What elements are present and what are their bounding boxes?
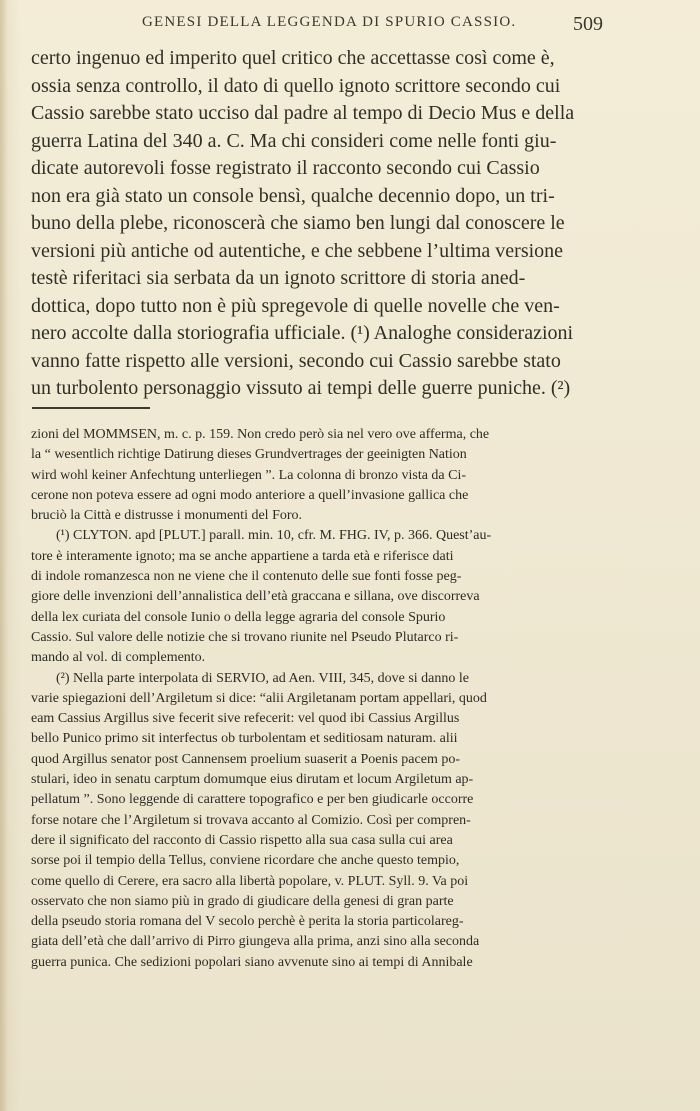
footnotes <box>31 425 606 973</box>
footnote-line: giore delle invenzioni dell’annalistica dell’età graccana e sillana, ove discorreva <box>31 589 480 605</box>
footnote-line: della lex curiata del console Iunio o della legge agraria del console Spurio <box>31 609 446 625</box>
main-text-line: guerra Latina del 340 a. C. Ma chi consideri come nelle fonti giu- <box>31 129 557 152</box>
main-text-line: Cassio sarebbe stato ucciso dal padre al tempo di Decio Mus e della <box>31 102 575 124</box>
page-number: 509 <box>573 13 603 35</box>
page-edge-shadow <box>0 0 8 1111</box>
footnote-line: (¹) CLYTON. apd [PLUT.] parall. min. 10, cfr. M. FHG. IV, p. 366. Quest’au- <box>56 528 492 544</box>
footnote-line: giata dell’età che dall’arrivo di Pirro giungeva alla prima, anzi sino alla seconda <box>31 934 480 950</box>
footnote-line: stulari, ideo in senatu carptum domumque eius dirutam et locum Argiletum ap- <box>31 772 474 788</box>
main-text-line: testè riferitaci sia serbata da un ignoto scrittore di storia aned- <box>31 267 526 289</box>
main-text-line: dicate autorevoli fosse registrato il racconto secondo cui Cassio <box>31 157 540 179</box>
main-text-line: nero accolte dalla storiografia ufficiale. (¹) Analoghe considerazioni <box>31 322 574 344</box>
main-text-line: dottica, dopo tutto non è più spregevole di quelle novelle che ven- <box>31 294 560 317</box>
main-text-line: certo ingenuo ed imperito quel critico che accettasse così come è, <box>31 47 555 69</box>
footnote-line: quod Argillus senator post Cannensem proelium suaserit a Poenis pacem po- <box>31 751 461 767</box>
footnote-line: bruciò la Città e distrusse i monumenti del Foro. <box>31 508 303 524</box>
footnote-line: di indole romanzesca non ne viene che il contenuto delle sue fonti fosse peg- <box>31 569 462 585</box>
main-text-line: buno della plebe, riconoscerà che siamo ben lungi dal conoscere le <box>31 212 565 234</box>
main-text-line: vanno fatte rispetto alle versioni, secondo cui Cassio sarebbe stato <box>31 349 561 372</box>
footnote-line: wird wohl keiner Anfechtung unterliegen ”. La colonna di bronzo vista da Ci- <box>31 467 467 483</box>
footnote-line: varie spiegazioni dell’Argiletum si dice: “alii Argiletanam portam appellari, quod <box>31 690 487 706</box>
footnote-line: osservato che non siamo più in grado di giudicare della genesi di gran parte <box>31 893 454 909</box>
footnote-line: forse notare che l’Argiletum si trovava accanto al Comizio. Così per compren- <box>31 812 471 828</box>
footnote-line: (²) Nella parte interpolata di SERVIO, ad Aen. VIII, 345, dove si danno le <box>56 670 469 686</box>
footnote-line: pellatum ”. Sono leggende di carattere topografico e per ben giudicarle occorre <box>31 792 474 808</box>
footnote-line: eam Cassius Argillus sive fecerit sive refecerit: vel quod ibi Cassius Argillus <box>31 711 460 727</box>
footnote-line: bello Punico primo sit interfectus ob turbolentam et seditiosam naturam. alii <box>31 731 458 747</box>
main-text-line: non era già stato un console bensì, qualche decennio dopo, un tri- <box>31 184 555 207</box>
footnote-line: tore è interamente ignoto; ma se anche appartiene a tarda età e riferisce dati <box>31 548 454 564</box>
footnote-line: zioni del MOMMSEN, m. c. p. 159. Non credo però sia nel vero ove afferma, che <box>31 427 490 442</box>
main-text-line: versioni più antiche od autentiche, e che sebbene l’ultima versione <box>31 239 564 262</box>
footnote-line: guerra punica. Che sedizioni popolari siano avvenute sino ai tempi di Annibale <box>31 954 473 970</box>
footnote-divider <box>32 407 150 409</box>
footnote-line: come quello di Cerere, era sacro alla libertà popolare, v. PLUT. Syll. 9. Va poi <box>31 873 469 889</box>
footnote-line: mando al vol. di complemento. <box>31 650 206 666</box>
footnote-line: dere il significato del racconto di Cassio rispetto alla sua casa sulla cui area <box>31 832 453 848</box>
footnote-line: la “ wesentlich richtige Datirung dieses Grundvertrages der geeinigten Nation <box>31 447 467 463</box>
running-title: GENESI DELLA LEGGENDA DI SPURIO CASSIO. <box>142 14 517 30</box>
main-text <box>31 45 605 403</box>
page-header <box>30 14 603 38</box>
main-text-line: ossia senza controllo, il dato di quello ignoto scrittore secondo cui <box>31 74 561 97</box>
footnote-line: della pseudo storia romana del V secolo perchè è perita la storia particolareg- <box>31 914 464 930</box>
footnote-line: cerone non poteva essere ad ogni modo anteriore a quell’invasione gallica che <box>31 487 469 503</box>
footnote-line: sorse poi il tempio della Tellus, conviene ricordare che anche questo tempio, <box>31 853 460 869</box>
footnote-line: Cassio. Sul valore delle notizie che si trovano riunite nel Pseudo Plutarco ri- <box>31 629 459 645</box>
main-text-line: un turbolento personaggio vissuto ai tempi delle guerre puniche. (²) <box>31 377 571 399</box>
